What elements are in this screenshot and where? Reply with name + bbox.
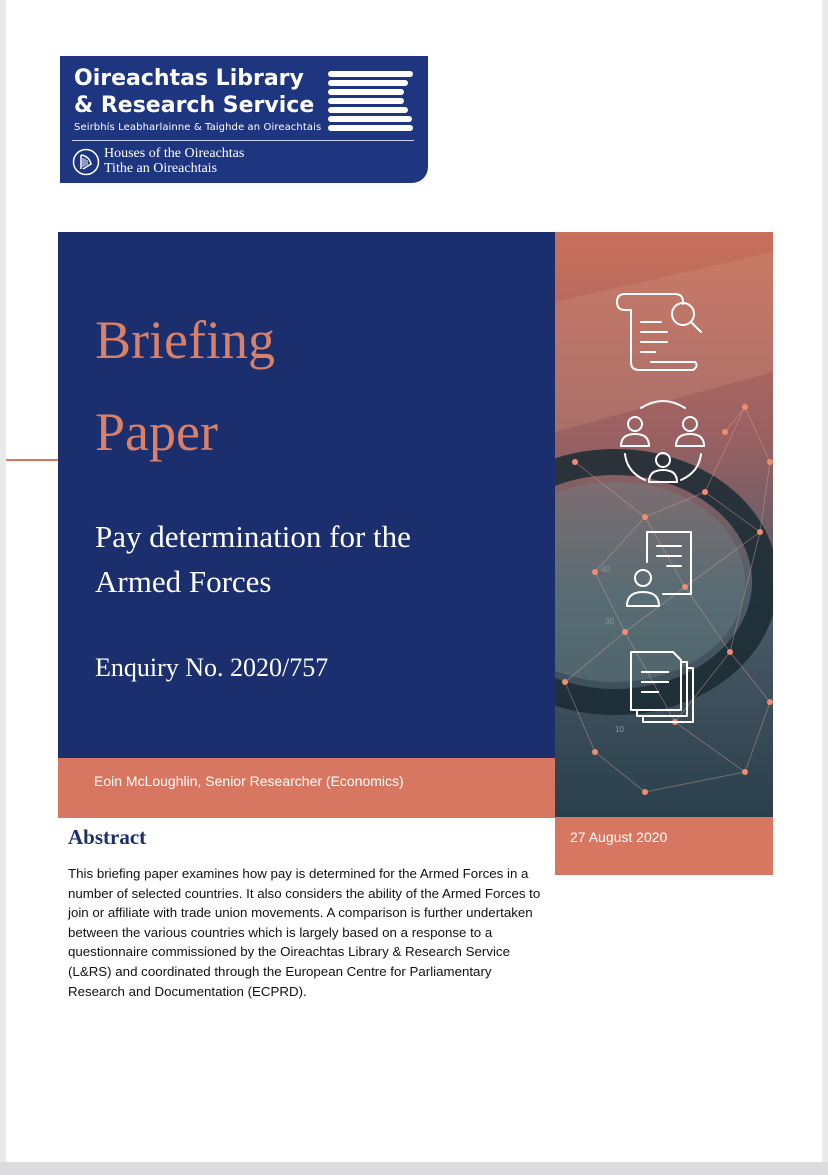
side-rule — [6, 459, 58, 461]
logo-title: Oireachtas Library & Research Service — [74, 66, 315, 118]
ruler-label-30: 30 — [605, 617, 614, 626]
cover-image — [555, 232, 773, 817]
oireachtas-logo — [60, 56, 428, 183]
harp-icon — [72, 148, 100, 176]
document-page — [6, 0, 822, 1162]
houses-of-oireachtas-text: Houses of the Oireachtas Tithe an Oireachtais — [104, 146, 245, 176]
document-subtitle: Pay determination for the Armed Forces — [95, 519, 411, 599]
author-bar — [58, 758, 555, 818]
bottom-strip — [0, 1162, 828, 1175]
cover-title-panel — [58, 232, 555, 758]
logo-subtitle: Seirbhís Leabharlainne & Taighde an Oireachtais — [74, 122, 322, 133]
book-lines-icon — [328, 71, 413, 133]
abstract-body: This briefing paper examines how pay is determined for the Armed Forces in a number of selected countries. It also considers the ability of the Armed Forces to join or affiliate with trade union movements. A comparison is further undertaken between the various countries which is largely based on a response to a questionnaire commissioned by the Oireachtas Library & Research Service (L&RS) and coordinated through the European Centre for Parliamentary Research and Documentation (ECPRD). — [68, 866, 541, 999]
date-bar — [555, 817, 773, 875]
author-name: Eoin McLoughlin, Senior Researcher (Economics) — [94, 773, 404, 789]
publication-date: 27 August 2020 — [570, 829, 668, 845]
abstract-heading: Abstract — [68, 825, 147, 849]
enquiry-number: Enquiry No. 2020/757 — [95, 653, 329, 682]
logo-divider — [72, 140, 414, 141]
ruler-label-40: 40 — [601, 565, 610, 574]
ruler-label-10: 10 — [615, 725, 624, 734]
document-type-title: Briefing Paper — [95, 310, 275, 462]
